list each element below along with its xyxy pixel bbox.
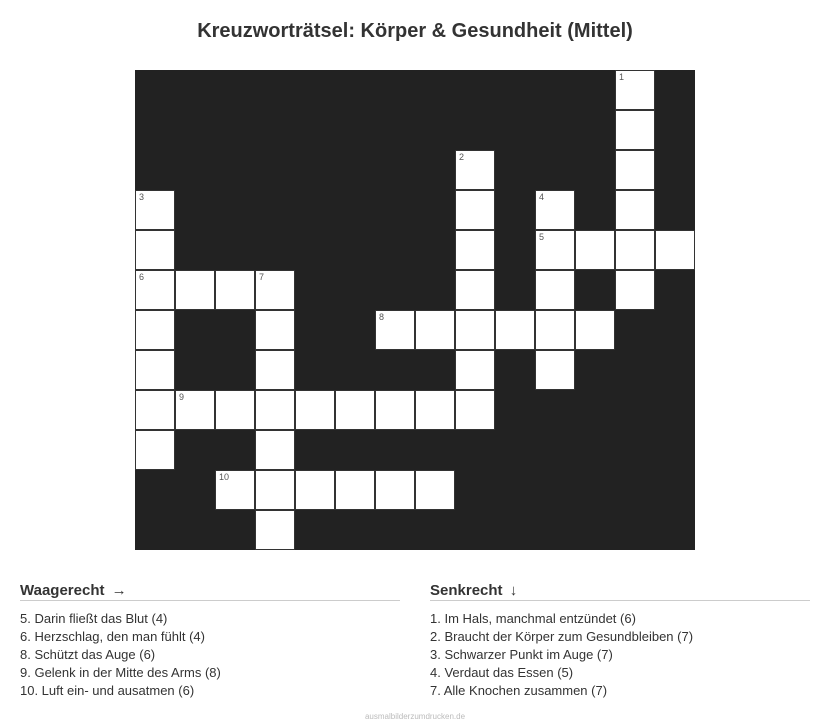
grid-cell[interactable] xyxy=(535,350,575,390)
across-clue-8: 8. Schützt das Auge (6) xyxy=(20,647,156,662)
down-clue-3: 3. Schwarzer Punkt im Auge (7) xyxy=(430,647,613,662)
grid-cell[interactable] xyxy=(615,270,655,310)
grid-cell[interactable] xyxy=(655,230,695,270)
grid-cell[interactable] xyxy=(415,390,455,430)
down-arrow-icon: ↓ xyxy=(509,582,518,599)
grid-cell[interactable] xyxy=(455,190,495,230)
grid-cell[interactable] xyxy=(535,230,575,270)
down-clue-7: 7. Alle Knochen zusammen (7) xyxy=(430,683,608,698)
grid-cell[interactable] xyxy=(455,350,495,390)
grid-cell[interactable] xyxy=(535,270,575,310)
across-clue-10: 10. Luft ein- und ausatmen (6) xyxy=(20,683,195,698)
grid-cell[interactable] xyxy=(215,390,255,430)
down-clues xyxy=(430,582,810,700)
grid-cell[interactable] xyxy=(335,390,375,430)
grid-cell[interactable] xyxy=(535,190,575,230)
grid-cell[interactable] xyxy=(455,310,495,350)
clue-number: 7 xyxy=(259,272,265,282)
clue-number: 3 xyxy=(139,192,145,202)
clue-number: 2 xyxy=(459,152,465,162)
crossword-grid xyxy=(135,70,695,550)
grid-cell[interactable] xyxy=(255,430,295,470)
grid-cell[interactable] xyxy=(255,470,295,510)
grid-cell[interactable] xyxy=(135,190,175,230)
grid-cell[interactable] xyxy=(455,270,495,310)
grid-cell[interactable] xyxy=(175,270,215,310)
down-clue-2: 2. Braucht der Körper zum Gesundbleiben (7) xyxy=(430,629,694,644)
down-heading xyxy=(430,582,810,601)
grid-cell[interactable] xyxy=(255,310,295,350)
across-clue-9: 9. Gelenk in der Mitte des Arms (8) xyxy=(20,665,221,680)
grid-cell[interactable] xyxy=(255,390,295,430)
across-heading-label: Waagerecht xyxy=(20,582,105,599)
clue-number: 8 xyxy=(379,312,385,322)
grid-cell[interactable] xyxy=(615,190,655,230)
grid-cell[interactable] xyxy=(295,390,335,430)
grid-cell[interactable] xyxy=(135,430,175,470)
grid-cell[interactable] xyxy=(255,510,295,550)
across-clue-6: 6. Herzschlag, den man fühlt (4) xyxy=(20,629,205,644)
grid-cell[interactable] xyxy=(415,310,455,350)
grid-cell[interactable] xyxy=(375,310,415,350)
grid-cell[interactable] xyxy=(295,470,335,510)
grid-cell[interactable] xyxy=(375,390,415,430)
grid-cell[interactable] xyxy=(455,230,495,270)
grid-cell[interactable] xyxy=(215,270,255,310)
grid-cell[interactable] xyxy=(495,310,535,350)
grid-cell[interactable] xyxy=(455,390,495,430)
grid-cell[interactable] xyxy=(575,310,615,350)
across-clue-5: 5. Darin fließt das Blut (4) xyxy=(20,611,168,626)
grid-cell[interactable] xyxy=(375,470,415,510)
down-heading-label: Senkrecht xyxy=(430,582,503,599)
grid-cell[interactable] xyxy=(215,470,255,510)
down-clue-4: 4. Verdaut das Essen (5) xyxy=(430,665,574,680)
grid-cell[interactable] xyxy=(135,230,175,270)
grid-cell[interactable] xyxy=(135,270,175,310)
across-heading xyxy=(20,582,400,601)
grid-cell[interactable] xyxy=(455,150,495,190)
grid-cell[interactable] xyxy=(615,70,655,110)
down-clue-1: 1. Im Hals, manchmal entzündet (6) xyxy=(430,611,636,626)
grid-cell[interactable] xyxy=(415,470,455,510)
grid-cell[interactable] xyxy=(175,390,215,430)
grid-cell[interactable] xyxy=(335,470,375,510)
clue-number: 6 xyxy=(139,272,145,282)
grid-cell[interactable] xyxy=(255,350,295,390)
grid-cell[interactable] xyxy=(135,310,175,350)
grid-cell[interactable] xyxy=(535,310,575,350)
clue-number: 4 xyxy=(539,192,545,202)
clue-number: 1 xyxy=(619,72,625,82)
puzzle-title: Kreuzworträtsel: Körper & Gesundheit (Mittel) xyxy=(197,20,633,42)
clue-number: 5 xyxy=(539,232,545,242)
grid-cell[interactable] xyxy=(615,110,655,150)
right-arrow-icon: → xyxy=(111,582,127,599)
across-clues xyxy=(20,582,400,700)
grid-cell[interactable] xyxy=(575,230,615,270)
clue-number: 10 xyxy=(219,472,230,482)
grid-cell[interactable] xyxy=(255,270,295,310)
grid-cell[interactable] xyxy=(615,230,655,270)
clue-number: 9 xyxy=(179,392,185,402)
grid-cell[interactable] xyxy=(135,350,175,390)
grid-cell[interactable] xyxy=(615,150,655,190)
footer-credit: ausmalbilderzumdrucken.de xyxy=(364,712,466,721)
grid-cell[interactable] xyxy=(135,390,175,430)
